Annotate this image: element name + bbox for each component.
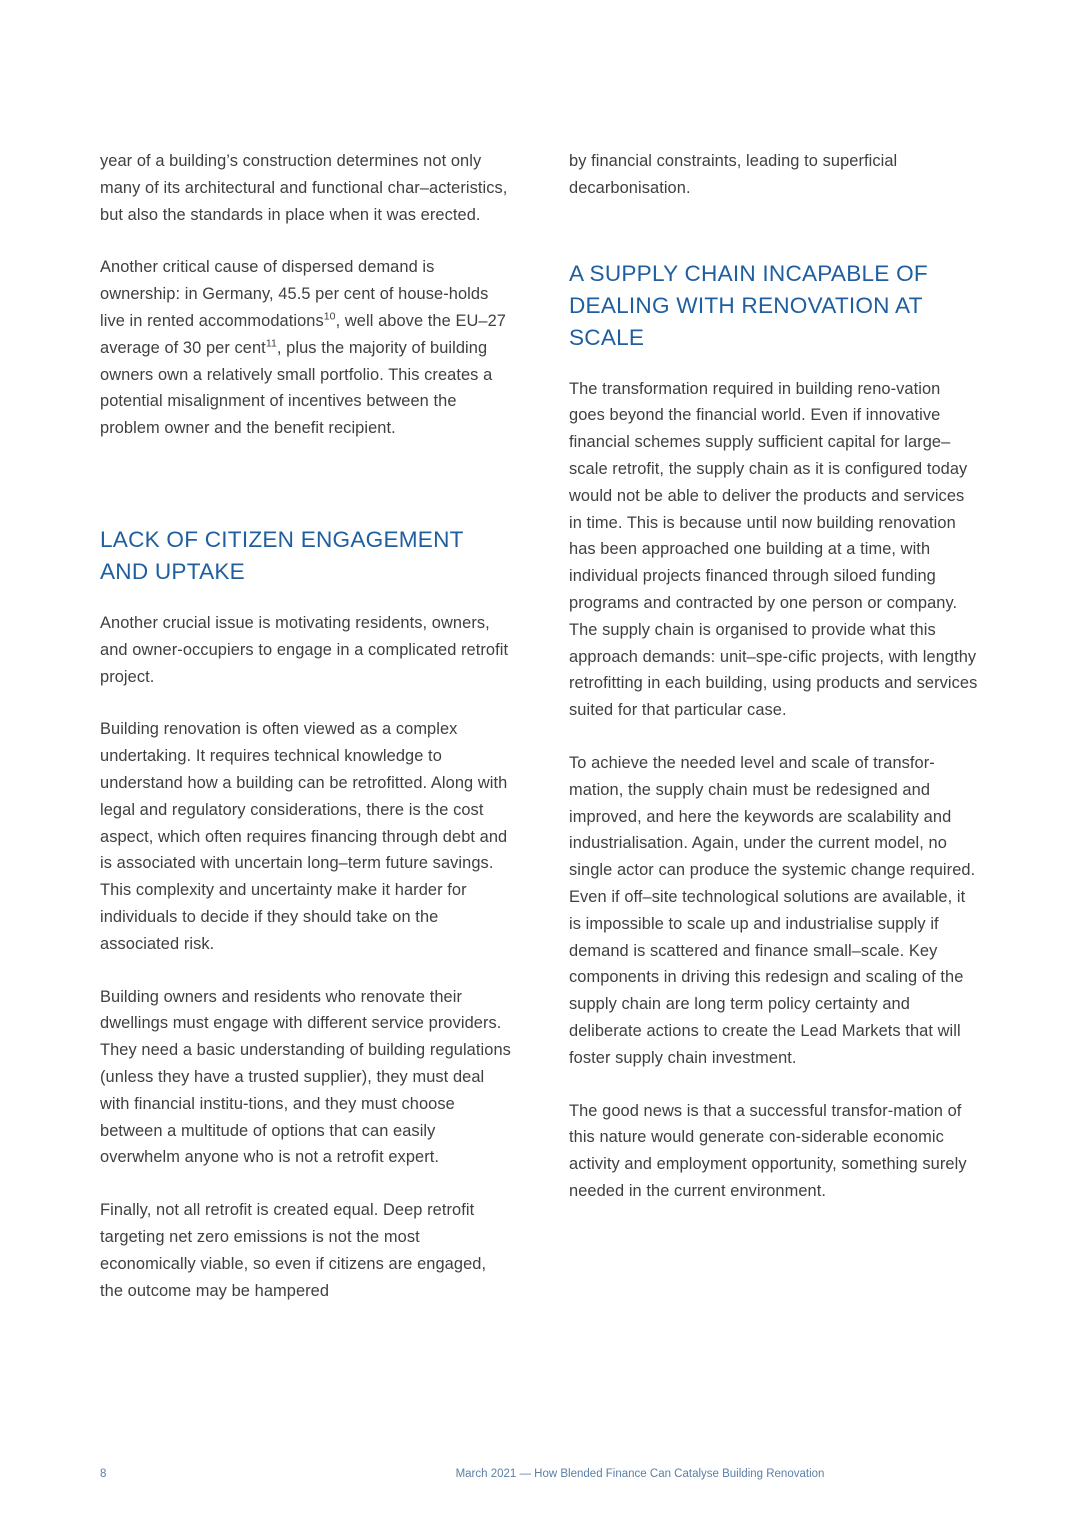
heading-lack-of-citizen-engagement: LACK OF CITIZEN ENGAGEMENT AND UPTAKE xyxy=(100,526,464,584)
paragraph-ownership xyxy=(100,254,511,442)
paragraph-complex-undertaking: Building renovation is often viewed as a complex undertaking. It requires technical knowledge to understand how a building can be retrofitted. Along with legal and regulatory considerations, there is the cost aspect, which often requires financing through debt and is associated with uncertain long–term future savings. This complexity and uncertainty make it harder for individuals to decide if they should take on the associated risk. xyxy=(100,720,508,953)
paragraph-achieve-needed-level: To achieve the needed level and scale of transfor-mation, the supply chain must be redesigned and improved, and here the keywords are scalability and industrialisation. Again, under the current model, no single actor can produce the systemic change required. Even if off–site technological solutions are available, it is impossible to scale up and industrialise supply if demand is scattered and finance small–scale. Key components in driving this redesign and scaling of the supply chain are long term policy certainty and deliberate actions to create the Lead Markets that will foster supply chain investment. xyxy=(569,753,976,1067)
section-spacer xyxy=(100,468,511,524)
paragraph-financial-constraints: by financial constraints, leading to superficial decarbonisation. xyxy=(569,152,898,197)
heading-supply-chain-incapable: A SUPPLY CHAIN INCAPABLE OF DEALING WITH RENOVATION AT SCALE xyxy=(569,260,928,350)
paragraph-ownership-part2: , well above the EU–27 average of 30 per cent xyxy=(100,311,506,357)
footer-document-title: March 2021 — How Blended Finance Can Catalyse Building Renovation xyxy=(455,1468,825,1480)
paragraph-motivating-residents: Another crucial issue is motivating residents, owners, and owner-occupiers to engage in a complicated retrofit project. xyxy=(100,613,509,686)
page-footer xyxy=(100,1468,980,1488)
paragraph-service-providers: Building owners and residents who renovate their dwellings must engage with different service providers. They need a basic understanding of building regulations (unless they have a trusted supplier), they must deal with financial institu-tions, and they must choose between a multitude of options that can easily overwhelm anyone who is not a retrofit expert. xyxy=(100,987,511,1167)
paragraph-ownership-part1: Another critical cause of dispersed demand is ownership: in Germany, 45.5 per cent of house-holds live in rented accommodations xyxy=(100,258,489,330)
footnote-marker-10: 10 xyxy=(323,310,336,323)
paragraph-deep-retrofit: Finally, not all retrofit is created equal. Deep retrofit targeting net zero emissions is not the most economically viable, so even if citizens are engaged, the outcome may be hampered xyxy=(100,1201,487,1300)
paragraph-construction-year: year of a building’s construction determines not only many of its architectural and functional char–acteristics, but also the standards in place when it was erected. xyxy=(100,152,508,224)
page-columns xyxy=(100,148,980,1304)
paragraph-good-news: The good news is that a successful transfor-mation of this nature would generate con-siderable economic activity and employment opportunity, something surely needed in the current environment. xyxy=(569,1101,967,1200)
right-column xyxy=(569,148,980,1304)
paragraph-transformation-required: The transformation required in building reno-vation goes beyond the financial world. Even if innovative financial schemes supply sufficient capital for large–scale retrofit, the supply chain as it is configured today would not be able to deliver the products and services in time. This is because until now building renovation has been approached one building at a time, with individual projects financed through siloed funding programs and contracted by one person or company. The supply chain is organised to provide what this approach demands: unit–spe-cific projects, with lengthy retrofitting in each building, using products and services suited for that particular case. xyxy=(569,379,978,720)
footer-page-number: 8 xyxy=(100,1468,107,1480)
left-column xyxy=(100,148,511,1304)
paragraph-ownership-part3: , plus the majority of building owners own a relatively small portfolio. This creates a potential misalignment of incentives between the problem owner and the benefit recipient. xyxy=(100,338,493,438)
section-spacer-right xyxy=(569,228,980,258)
footnote-marker-11: 11 xyxy=(265,337,277,350)
